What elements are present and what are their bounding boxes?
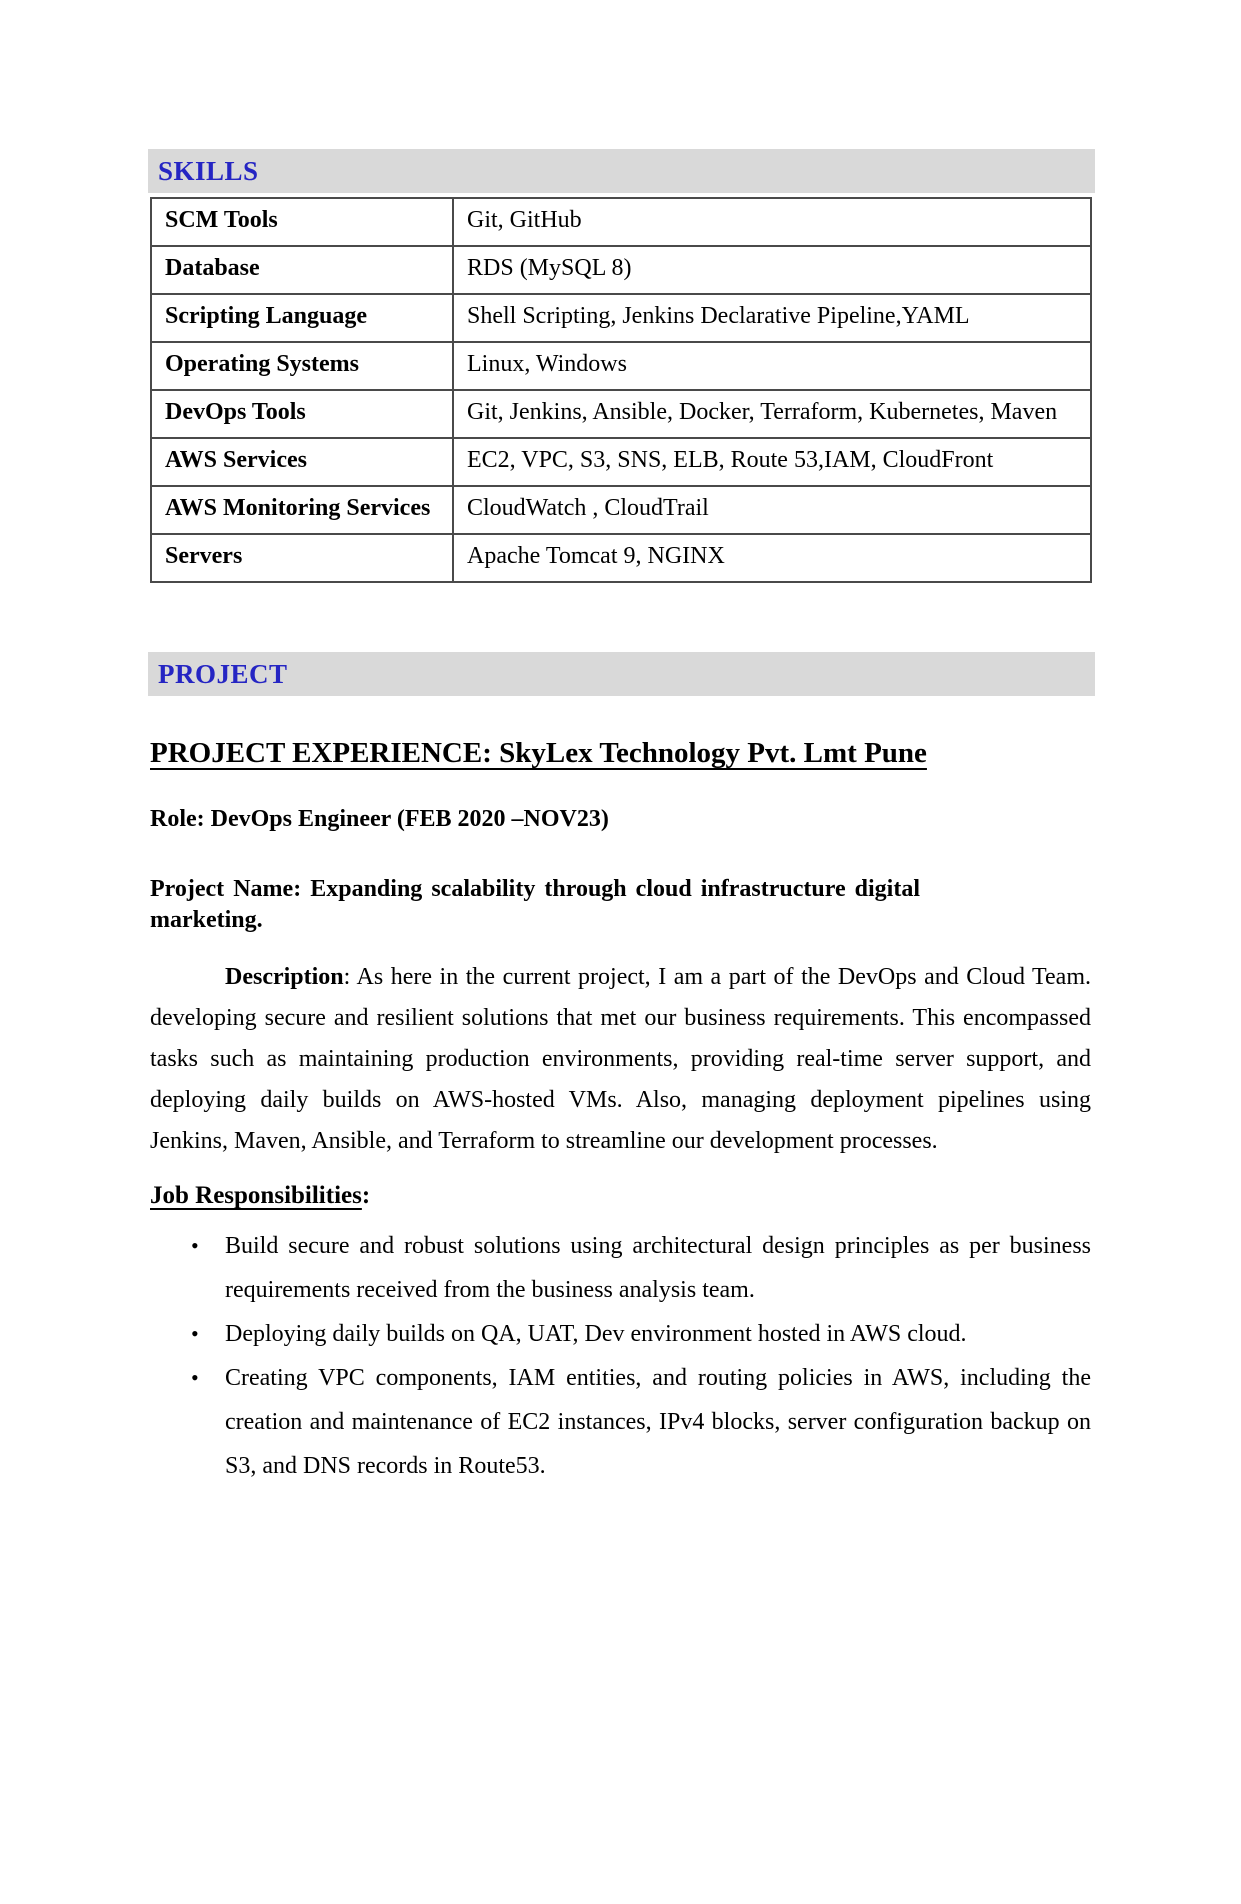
description-paragraph	[150, 957, 1091, 1162]
skill-category-cell: DevOps Tools	[151, 390, 453, 438]
table-row	[151, 246, 1091, 294]
table-row	[151, 294, 1091, 342]
skills-section-title: SKILLS	[158, 155, 259, 186]
list-item	[191, 1224, 1091, 1312]
table-row	[151, 438, 1091, 486]
skills-table-body	[151, 198, 1091, 582]
table-row	[151, 342, 1091, 390]
responsibility-list	[150, 1224, 1091, 1488]
project-name-paragraph: Project Name: Expanding scalability through cloud infrastructure digital marketing.	[150, 876, 920, 933]
skill-value-cell: RDS (MySQL 8)	[453, 246, 1091, 294]
skill-category-cell: AWS Services	[151, 438, 453, 486]
skill-category-cell: Scripting Language	[151, 294, 453, 342]
list-item	[191, 1356, 1091, 1488]
list-item-text: Build secure and robust solutions using architectural design principles as per business requirements received from the business analysis team.	[225, 1233, 1091, 1303]
list-item-text: Creating VPC components, IAM entities, and routing policies in AWS, including the creation and maintenance of EC2 instances, IPv4 blocks, server configuration backup on S3, and DNS records in Route53.	[225, 1365, 1091, 1479]
skill-category-cell: AWS Monitoring Services	[151, 486, 453, 534]
list-item	[191, 1312, 1091, 1356]
job-responsibilities-heading	[150, 1182, 1241, 1210]
skill-category-cell: Servers	[151, 534, 453, 582]
bullet-icon: •	[191, 1365, 199, 1390]
skill-value-cell: EC2, VPC, S3, SNS, ELB, Route 53,IAM, CloudFront	[453, 438, 1091, 486]
skill-value-cell: CloudWatch , CloudTrail	[453, 486, 1091, 534]
table-row	[151, 198, 1091, 246]
table-row	[151, 486, 1091, 534]
job-responsibilities-label: Job Responsibilities	[150, 1182, 362, 1209]
description-label: Description	[225, 964, 344, 990]
project-section-header-bar	[148, 652, 1095, 696]
bullet-icon: •	[191, 1321, 199, 1346]
skill-category-cell: Database	[151, 246, 453, 294]
skill-category-cell: Operating Systems	[151, 342, 453, 390]
table-row	[151, 534, 1091, 582]
project-section-title: PROJECT	[158, 658, 288, 689]
skill-value-cell: Apache Tomcat 9, NGINX	[453, 534, 1091, 582]
skill-value-cell: Shell Scripting, Jenkins Declarative Pipeline,YAML	[453, 294, 1091, 342]
resume-page	[0, 149, 1241, 1488]
skill-value-cell: Linux, Windows	[453, 342, 1091, 390]
description-text: : As here in the current project, I am a part of the DevOps and Cloud Team. developing secure and resilient solutions that met our business requirements. This encompassed tasks such as maintaining production environments, providing real-time server support, and deploying daily builds on AWS-hosted VMs. Also, managing deployment pipelines using Jenkins, Maven, Ansible, and Terraform to streamline our development processes.	[150, 964, 1091, 1154]
table-row	[151, 390, 1091, 438]
job-responsibilities-colon: :	[361, 1182, 371, 1209]
list-item-text: Deploying daily builds on QA, UAT, Dev environment hosted in AWS cloud.	[225, 1321, 967, 1347]
bullet-icon: •	[191, 1233, 199, 1258]
project-experience-heading: PROJECT EXPERIENCE: SkyLex Technology Pvt. Lmt Pune	[150, 737, 927, 769]
skills-section-header-bar	[148, 149, 1095, 193]
skill-value-cell: Git, GitHub	[453, 198, 1091, 246]
skill-category-cell: SCM Tools	[151, 198, 453, 246]
skills-table	[150, 197, 1092, 583]
skill-value-cell: Git, Jenkins, Ansible, Docker, Terraform, Kubernetes, Maven	[453, 390, 1091, 438]
role-line: Role: DevOps Engineer (FEB 2020 –NOV23)	[150, 806, 609, 832]
